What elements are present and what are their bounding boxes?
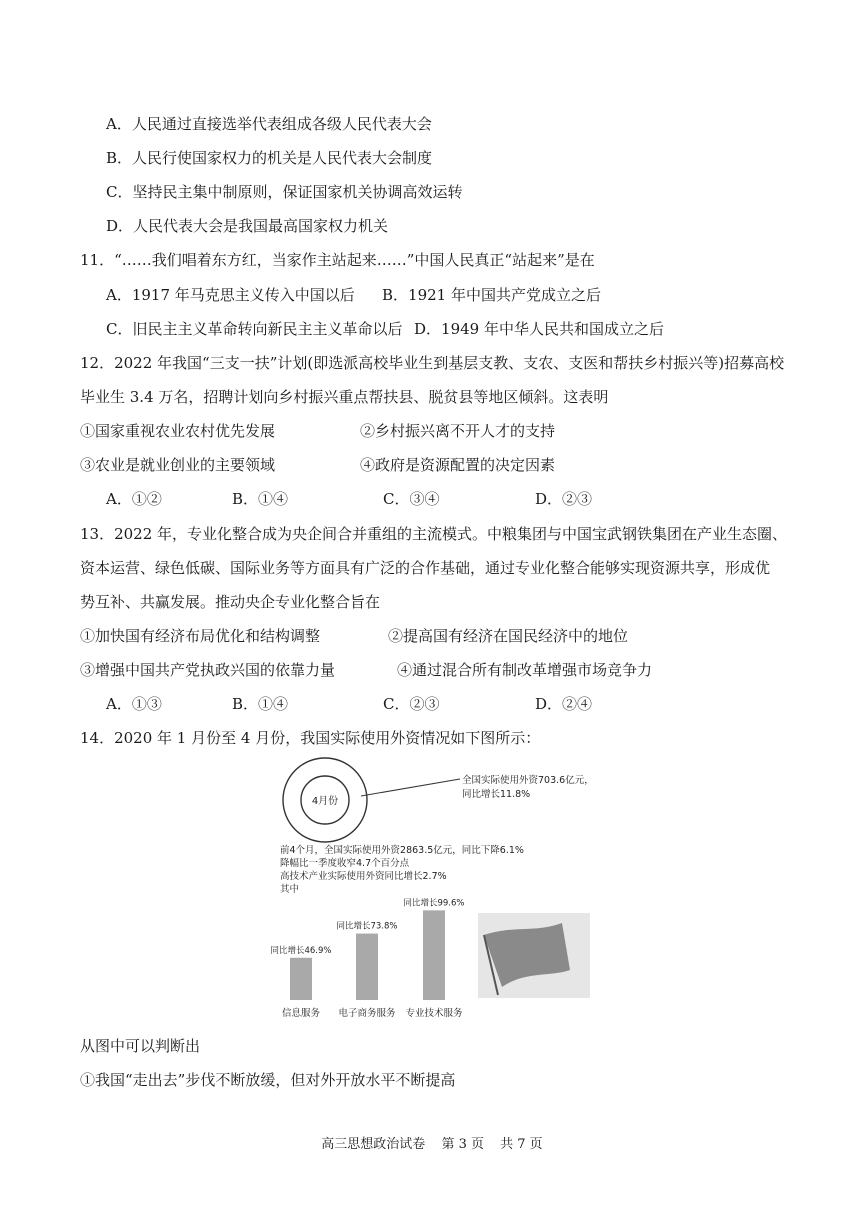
q13-option-c: C．②③ — [383, 695, 440, 713]
footer-total: 共 7 页 — [500, 1137, 543, 1152]
bar-value-label-1: 同比增长46.9% — [270, 945, 332, 956]
bar-value-label-2: 同比增长73.8% — [336, 921, 398, 932]
summary-line1: 前4个月，全国实际使用外资2863.5亿元，同比下降6.1% — [280, 845, 524, 856]
q10-option-a: A．人民通过直接选举代表组成各级人民代表大会 — [106, 115, 432, 133]
q11-option-b: B．1921 年中国共产党成立之后 — [382, 286, 601, 304]
summary-line3: 高技术产业实际使用外资同比增长2.7% — [280, 871, 447, 882]
bar-value-label-3: 同比增长99.6% — [403, 898, 465, 909]
circle-label: 4月份 — [311, 796, 339, 807]
q10-option-c: C．坚持民主集中制原则，保证国家机关协调高效运转 — [106, 183, 463, 201]
bar-3 — [423, 910, 445, 1000]
foreign-investment-figure — [270, 755, 610, 1030]
bar-2 — [356, 934, 378, 1000]
q10-option-b: B．人民行使国家权力的机关是人民代表大会制度 — [106, 149, 433, 167]
q12-option-c: C．③④ — [383, 490, 440, 508]
q12-option-d: D．②③ — [535, 490, 593, 508]
q13-option-b: B．①④ — [232, 695, 289, 713]
april-note-line2: 同比增长11.8% — [462, 789, 531, 800]
q12-statement-4: ④政府是资源配置的决定因素 — [360, 456, 556, 474]
q11-option-d: D．1949 年中华人民共和国成立之后 — [414, 320, 664, 338]
q10-option-d: D．人民代表大会是我国最高国家权力机关 — [106, 217, 389, 235]
q13-statement-3: ③增强中国共产党执政兴国的依靠力量 — [80, 661, 336, 679]
page-footer — [0, 1133, 864, 1152]
bar-group — [270, 897, 464, 1019]
q12-option-b: B．①④ — [232, 490, 289, 508]
category-label-3: 专业技术服务 — [405, 1008, 463, 1019]
pointer-line — [361, 779, 460, 796]
q11-stem: 11．“……我们唱着东方红，当家作主站起来……”中国人民真正“站起来”是在 — [80, 251, 595, 269]
category-label-2: 电子商务服务 — [338, 1008, 396, 1019]
q14-after-line1: 从图中可以判断出 — [80, 1037, 201, 1055]
q12-option-a: A．①② — [106, 490, 162, 508]
q12-stem-line2: 毕业生 3.4 万名，招聘计划向乡村振兴重点帮扶县、脱贫县等地区倾斜。这表明 — [80, 388, 609, 406]
q13-stem-line3: 势互补、共赢发展。推动央企专业化整合旨在 — [80, 593, 381, 611]
q14-after-line2: ①我国“走出去”步伐不断放缓，但对外开放水平不断提高 — [80, 1071, 456, 1089]
q12-statement-3: ③农业是就业创业的主要领域 — [80, 456, 276, 474]
summary-line2: 降幅比一季度收窄4.7个百分点 — [280, 858, 410, 869]
q11-option-a: A．1917 年马克思主义传入中国以后 — [106, 286, 355, 304]
q14-stem: 14．2020 年 1 月份至 4 月份，我国实际使用外资情况如下图所示： — [80, 729, 541, 747]
q13-statement-1: ①加快国有经济布局优化和结构调整 — [80, 627, 321, 645]
q13-option-a: A．①③ — [106, 695, 162, 713]
q12-statement-2: ②乡村振兴离不开人才的支持 — [360, 422, 556, 440]
q11-option-c: C．旧民主主义革命转向新民主主义革命以后 — [106, 320, 403, 338]
q13-statement-4: ④通过混合所有制改革增强市场竞争力 — [397, 661, 653, 679]
category-label-1: 信息服务 — [281, 1008, 321, 1019]
footer-page: 第 3 页 — [441, 1137, 484, 1152]
footer-title: 高三思想政治试卷 — [321, 1137, 426, 1152]
bar-1 — [290, 958, 312, 1000]
q12-stem-line1: 12．2022 年我国“三支一扶”计划(即选派高校毕业生到基层支教、支农、支医和帮扶乡村振兴等)招募高校 — [80, 354, 785, 372]
april-note-line1: 全国实际使用外资703.6亿元， — [462, 775, 594, 786]
q12-statement-1: ①国家重视农业农村优先发展 — [80, 422, 276, 440]
summary-line4: 其中 — [280, 884, 300, 895]
q13-stem-line2: 资本运营、绿色低碳、国际业务等方面具有广泛的合作基础，通过专业化整合能够实现资源共享，形成优 — [80, 559, 771, 577]
q13-statement-2: ②提高国有经济在国民经济中的地位 — [388, 627, 629, 645]
q13-option-d: D．②④ — [535, 695, 593, 713]
q13-stem-line1: 13．2022 年，专业化整合成为央企间合并重组的主流模式。中粮集团与中国宝武钢铁集团在产业生态圈、 — [80, 525, 788, 543]
